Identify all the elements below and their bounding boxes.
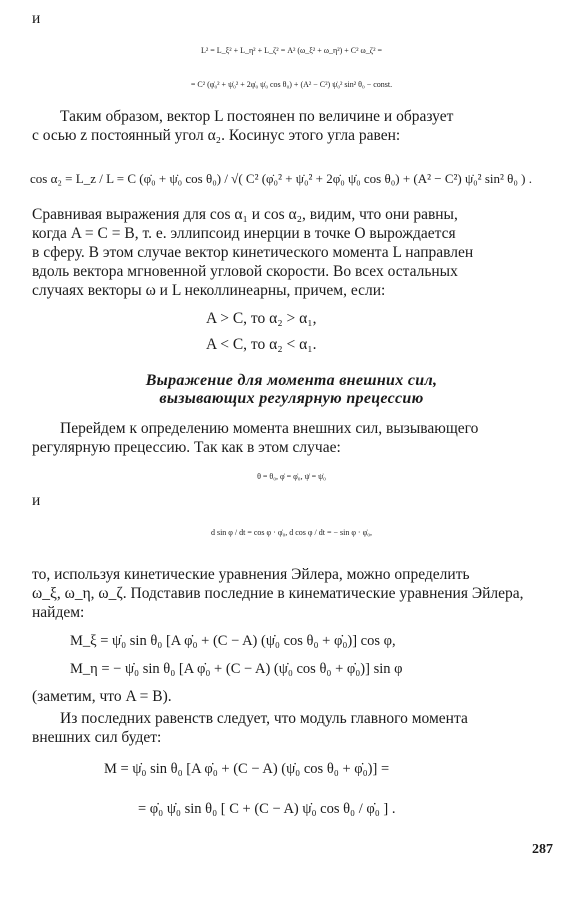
paragraph-line: с осью z постоянный угол α₂. Косинус этого угла равен: <box>32 127 401 144</box>
equation-line: L² = L_ξ² + L_η² + L_ζ² = A² (ω_ξ² + ω_η²) + C² ω_ζ² = <box>200 46 383 55</box>
paragraph-line: Перейдем к определению момента внешних сил, вызывающего <box>60 420 479 437</box>
text-line: и <box>32 10 41 27</box>
paragraph-line: внешних сил будет: <box>32 729 162 746</box>
paragraph-line: ω_ξ, ω_η, ω_ζ. Подставив последние в кинематические уравнения Эйлера, <box>32 585 524 602</box>
equation-line: θ = θ₀, φ̇ = φ̇₀, ψ̇ = ψ̇₀ <box>257 472 326 481</box>
equation-line: M_ξ = ψ̇₀ sin θ₀ [A φ̇₀ + (C − A) (ψ̇₀ cos θ₀ + φ̇₀)] cos φ, <box>70 633 396 649</box>
paragraph-line: когда A = C = B, т. е. эллипсоид инерции в точке O вырождается <box>32 225 456 242</box>
equation-line: A < C, то α₂ < α₁. <box>206 336 317 353</box>
equation-line: cos α₂ = L_z / L = C (φ̇₀ + ψ̇₀ cos θ₀) / √( C² (φ̇₀² + ψ̇₀² + 2φ̇₀ ψ̇₀ cos θ₀) + (A² − C²) ψ̇₀² sin² θ₀ ) . <box>30 171 532 186</box>
paragraph-line: случаях векторы ω и L неколлинеарны, причем, если: <box>32 282 386 299</box>
equation-line: = C² (φ̇₀² + ψ̇₀² + 2φ̇₀ ψ̇₀ cos θ₀) + (A² − C²) ψ̇₀² sin² θ₀ − const. <box>190 80 393 89</box>
paragraph-line: регулярную прецессию. Так как в этом случае: <box>32 439 341 456</box>
paragraph-line: вдоль вектора мгновенной угловой скорости. Во всех остальных <box>32 263 458 280</box>
section-title: вызывающих регулярную прецессию <box>159 390 424 407</box>
section-title: Выражение для момента внешних сил, <box>145 372 438 389</box>
paragraph-line: Из последних равенств следует, что модуль главного момента <box>60 710 468 727</box>
equation-line: M = ψ̇₀ sin θ₀ [A φ̇₀ + (C − A) (ψ̇₀ cos θ₀ + φ̇₀)] = <box>104 761 390 777</box>
paragraph-line: в сферу. В этом случае вектор кинетического момента L направлен <box>32 244 474 261</box>
equation-line: = φ̇₀ ψ̇₀ sin θ₀ [ C + (C − A) ψ̇₀ cos θ₀ / φ̇₀ ] . <box>138 801 396 817</box>
text-line: и <box>32 492 41 509</box>
paragraph-line: то, используя кинетические уравнения Эйлера, можно определить <box>32 566 470 583</box>
paragraph-line: Таким образом, вектор L постоянен по величине и образует <box>60 108 454 125</box>
paragraph-line: найдем: <box>32 604 85 621</box>
equation-line: M_η = − ψ̇₀ sin θ₀ [A φ̇₀ + (C − A) (ψ̇₀ cos θ₀ + φ̇₀)] sin φ <box>70 661 403 677</box>
paragraph-line: (заметим, что A = B). <box>32 688 172 705</box>
equation-line: d sin φ / dt = cos φ · φ̇₀, d cos φ / dt = − sin φ · φ̇₀, <box>210 528 373 537</box>
paragraph-line: Сравнивая выражения для cos α₁ и cos α₂, видим, что они равны, <box>32 206 458 223</box>
page-number: 287 <box>532 842 553 857</box>
equation-line: A > C, то α₂ > α₁, <box>206 310 317 327</box>
